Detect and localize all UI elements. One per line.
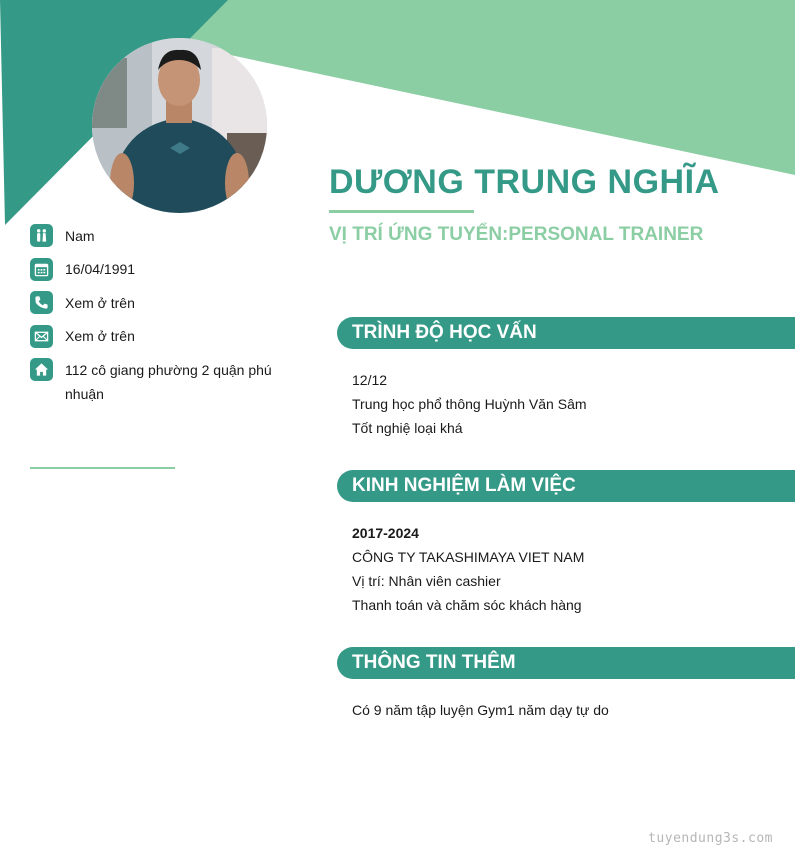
- contact-address: [30, 358, 300, 406]
- home-icon: [30, 358, 53, 381]
- phone-text: Xem ở trên: [65, 294, 135, 311]
- experience-title: KINH NGHIỆM LÀM VIỆC: [352, 475, 576, 496]
- contact-gender: [30, 224, 300, 248]
- gender-text: Nam: [65, 227, 95, 244]
- applied-position: VỊ TRÍ ỨNG TUYỂN:PERSONAL TRAINER: [329, 224, 704, 245]
- email-text: Xem ở trên: [65, 328, 135, 344]
- name-underline: [329, 210, 474, 213]
- additional-text: Có 9 năm tập luyện Gym1 năm dạy tự do: [352, 702, 609, 718]
- contact-phone: [30, 291, 300, 315]
- gender-icon: [30, 224, 53, 247]
- watermark: tuyendung3s.com: [648, 831, 773, 846]
- contact-email: [30, 325, 300, 349]
- additional-body: [352, 698, 782, 722]
- experience-period: 2017-2024: [352, 525, 419, 541]
- education-line: Trung học phổ thông Huỳnh Văn Sâm: [352, 396, 587, 412]
- contact-info: [30, 224, 300, 416]
- experience-company: CÔNG TY TAKASHIMAYA VIET NAM: [352, 549, 585, 565]
- education-body: [352, 368, 782, 440]
- education-line: 12/12: [352, 372, 388, 388]
- additional-title: THÔNG TIN THÊM: [352, 652, 516, 673]
- phone-icon: [30, 291, 53, 314]
- additional-header: [337, 647, 795, 679]
- education-header: [337, 317, 795, 349]
- education-line: Tốt nghiệ loại khá: [352, 420, 463, 436]
- calendar-icon: [30, 258, 53, 281]
- education-title: TRÌNH ĐỘ HỌC VẤN: [352, 322, 537, 343]
- avatar: [92, 38, 267, 213]
- experience-description: Thanh toán và chăm sóc khách hàng: [352, 597, 582, 613]
- experience-header: [337, 470, 795, 502]
- mail-icon: [30, 325, 53, 348]
- experience-role: Vị trí: Nhân viên cashier: [352, 573, 501, 589]
- left-divider: [30, 467, 175, 469]
- address-text: 112 cô giang phường 2 quận phú nhuận: [65, 361, 272, 402]
- profile-photo: [92, 38, 267, 213]
- contact-birthday: [30, 258, 300, 282]
- candidate-name: DƯƠNG TRUNG NGHĨA: [329, 163, 720, 201]
- experience-body: [352, 521, 782, 617]
- birthday-text: 16/04/1991: [65, 261, 136, 277]
